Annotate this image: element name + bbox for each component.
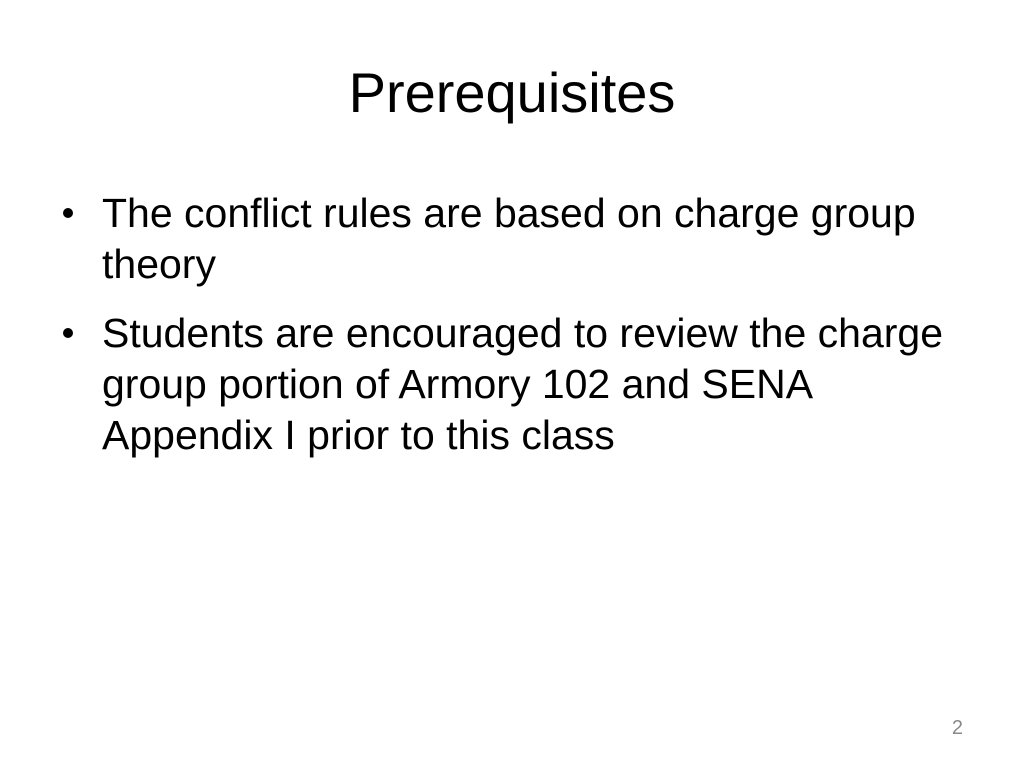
- bullet-list: [0, 188, 974, 461]
- bullet-text-line: Students are encouraged to review the charge: [102, 310, 944, 356]
- bullet-item: [0, 308, 974, 461]
- page-number: 2: [951, 717, 963, 739]
- bullet-icon: [63, 208, 73, 218]
- bullet-icon: [63, 328, 73, 338]
- slide-title: Prerequisites: [348, 61, 676, 124]
- bullet-text-line: theory: [102, 241, 216, 287]
- bullet-text-line: group portion of Armory 102 and SENA: [102, 361, 814, 407]
- bullet-text-line: The conflict rules are based on charge group: [102, 190, 916, 236]
- bullet-text-line: Appendix I prior to this class: [102, 412, 615, 458]
- bullet-item: [0, 188, 974, 290]
- slide-body: [0, 188, 974, 461]
